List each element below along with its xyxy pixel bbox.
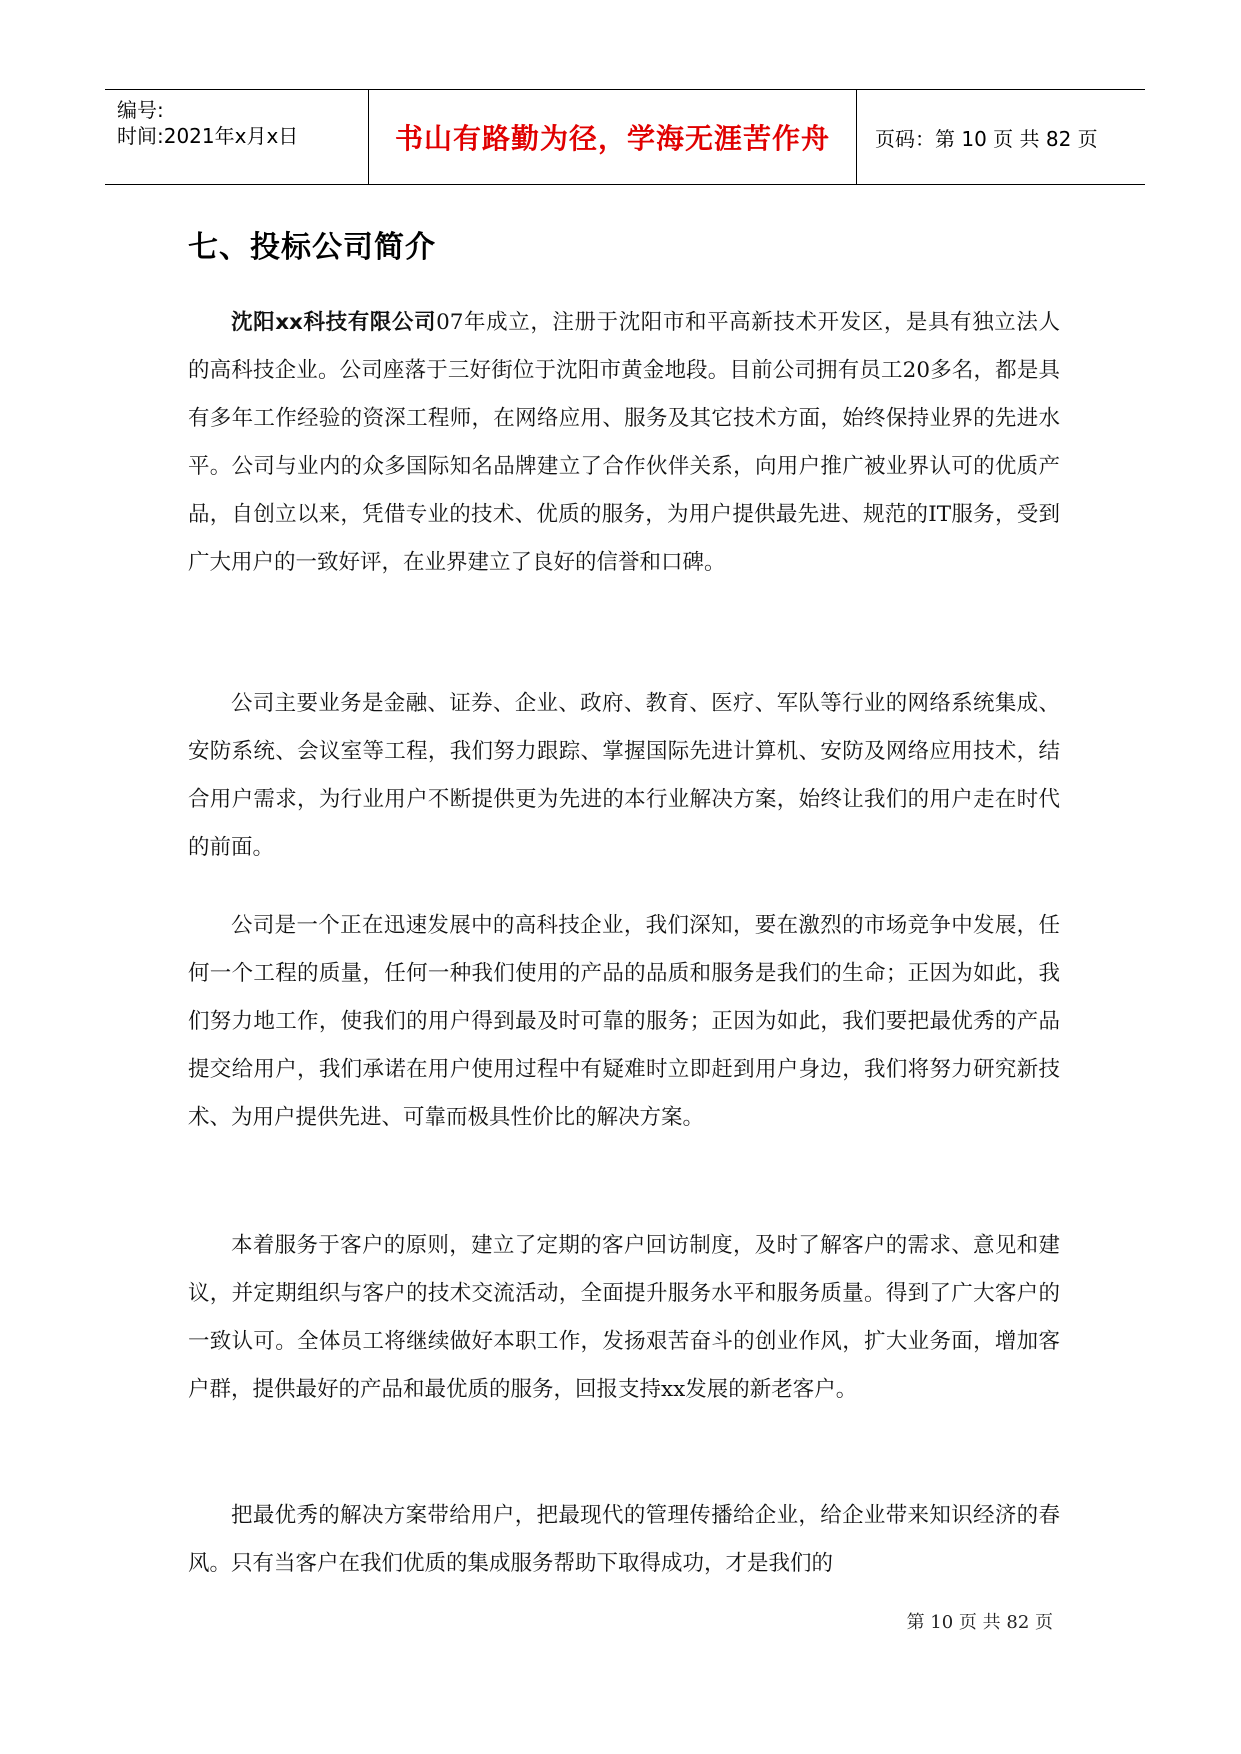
paragraph-company-intro <box>188 299 1060 587</box>
header-number-label: 编号: <box>117 98 164 122</box>
paragraph-service-principle <box>188 1222 1060 1414</box>
header-motto: 书山有路勤为径，学海无涯苦作舟 <box>369 90 857 184</box>
section-title: 七、投标公司简介 <box>188 230 436 265</box>
paragraph-5-text: 把最优秀的解决方案带给用户，把最现代的管理传播给企业，给企业带来知识经济的春风。只有当客户在我们优质的集成服务帮助下取得成功，才是我们的 <box>188 1503 1060 1576</box>
paragraph-main-business <box>188 680 1060 872</box>
header-page-info: 页码：第 10 页 共 82 页 <box>875 126 1098 151</box>
paragraph-2-text: 公司主要业务是金融、证券、企业、政府、教育、医疗、军队等行业的网络系统集成、安防系统、会议室等工程，我们努力跟踪、掌握国际先进计算机、安防及网络应用技术，结合用户需求，为行业用户不断提供更为先进的本行业解决方案，始终让我们的用户走在时代的前面。 <box>188 691 1060 860</box>
page-header-table <box>105 89 1145 185</box>
page-footer: 第 10 页 共 82 页 <box>906 1612 1053 1633</box>
company-name: 沈阳xx科技有限公司 <box>231 310 437 335</box>
paragraph-1-text: 07年成立，注册于沈阳市和平高新技术开发区，是具有独立法人的高科技企业。公司座落于三好街位于沈阳市黄金地段。目前公司拥有员工20多名，都是具有多年工作经验的资深工程师，在网络应用、服务及其它技术方面，始终保持业界的先进水平。公司与业内的众多国际知名品牌建立了合作伙伴关系，向用户推广被业界认可的优质产品，自创立以来，凭借专业的技术、优质的服务，为用户提供最先进、规范的IT服务，受到广大用户的一致好评，在业界建立了良好的信誉和口碑。 <box>188 310 1060 575</box>
paragraph-commitment <box>188 902 1060 1142</box>
paragraph-3-text: 公司是一个正在迅速发展中的高科技企业，我们深知，要在激烈的市场竞争中发展，任何一个工程的质量，任何一种我们使用的产品的品质和服务是我们的生命；正因为如此，我们努力地工作，使我们的用户得到最及时可靠的服务；正因为如此，我们要把最优秀的产品提交给用户，我们承诺在用户使用过程中有疑难时立即赶到用户身边，我们将努力研究新技术、为用户提供先进、可靠而极具性价比的解决方案。 <box>188 913 1060 1130</box>
header-time-label: 时间:2021年x月x日 <box>117 124 299 148</box>
header-meta-cell <box>105 90 369 184</box>
paragraph-4-text: 本着服务于客户的原则，建立了定期的客户回访制度，及时了解客户的需求、意见和建议，并定期组织与客户的技术交流活动，全面提升服务水平和服务质量。得到了广大客户的一致认可。全体员工将继续做好本职工作，发扬艰苦奋斗的创业作风，扩大业务面，增加客户群，提供最好的产品和最优质的服务，回报支持xx发展的新老客户。 <box>188 1233 1060 1402</box>
paragraph-mission <box>188 1492 1060 1588</box>
